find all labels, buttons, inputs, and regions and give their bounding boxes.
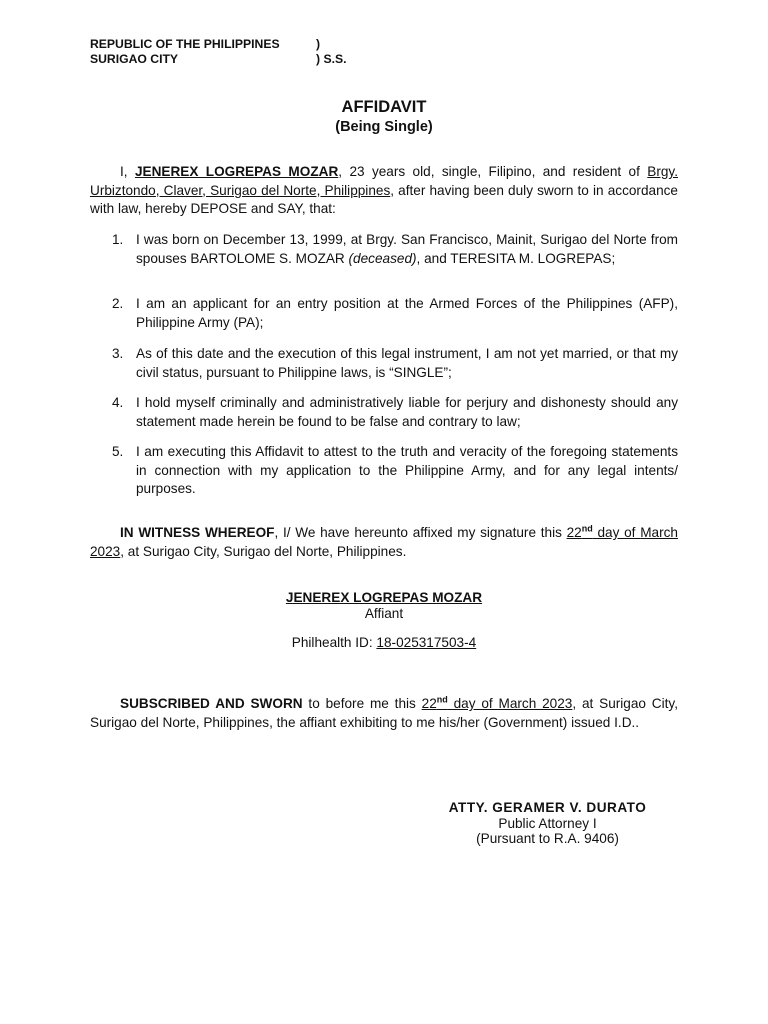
item-text: I hold myself criminally and administratively liable for perjury and dishonesty should any statement made herein be found to be false and contrary to law; bbox=[136, 395, 678, 429]
affiant-address: Brgy. Urbiztondo, Claver, Surigao del Norte, Philippines bbox=[90, 164, 678, 198]
item-text: As of this date and the execution of this legal instrument, I am not yet married, or that my civil status, pursuant to Philippine laws, is “SINGLE”; bbox=[136, 346, 678, 380]
venue-republic-text: REPUBLIC OF THE PHILIPPINES bbox=[90, 37, 280, 51]
witness-lead: IN WITNESS WHEREOF bbox=[120, 525, 275, 540]
philhealth-id-label: Philhealth ID: bbox=[291, 635, 377, 650]
attorney-name: ATTY. GERAMER V. DURATO bbox=[448, 800, 647, 815]
jurat-paragraph: SUBSCRIBED AND SWORN to before me this 22nd day of March 2023, at Surigao City, Surigao del Norte, Philippines, the affiant exhibiting to me his/her (Government) issued I.D.. bbox=[90, 694, 678, 730]
witness-date: 22nd day of March 2023 bbox=[90, 523, 678, 559]
item-number: 1. bbox=[112, 232, 124, 247]
list-item bbox=[90, 443, 678, 499]
item-text: I am an applicant for an entry position at the Armed Forces of the Philippines (AFP), Philippine Army (PA); bbox=[136, 296, 678, 330]
philhealth-id-line bbox=[0, 634, 768, 653]
item-text: I am executing this Affidavit to attest to the truth and veracity of the foregoing statements in connection with my application to the Philippine Army, and for any legal intents/ purposes. bbox=[136, 444, 678, 496]
item-number: 4. bbox=[112, 395, 124, 410]
venue-bracket: ) bbox=[316, 37, 321, 51]
witness-paragraph: IN WITNESS WHEREOF, I/ We have hereunto affixed my signature this 22nd day of March 2023, at Surigao City, Surigao del Norte, Philippines. bbox=[90, 523, 678, 559]
intro-paragraph: I, JENEREX LOGREPAS MOZAR, 23 years old, single, Filipino, and resident of Brgy. Urbiztondo, Claver, Surigao del Norte, Philippines, after having been duly sworn to in accordance with law, hereby DEPOSE and SAY, that: bbox=[90, 164, 678, 216]
item-number: 3. bbox=[112, 346, 124, 361]
attorney-basis: (Pursuant to R.A. 9406) bbox=[476, 831, 619, 846]
item-text: I was born on December 13, 1999, at Brgy. San Francisco, Mainit, Surigao del Norte from spouses BARTOLOME S. MOZAR (deceased), and TERESITA M. LOGREPAS; bbox=[136, 232, 678, 266]
document-title: AFFIDAVIT bbox=[341, 98, 427, 116]
list-item bbox=[90, 231, 678, 268]
item-number: 2. bbox=[112, 296, 124, 311]
list-item bbox=[90, 394, 678, 431]
venue-ss-mark: ) S.S. bbox=[316, 52, 347, 66]
affiant-name-inline: JENEREX LOGREPAS MOZAR bbox=[134, 164, 339, 179]
document-subtitle: (Being Single) bbox=[335, 119, 433, 135]
list-item bbox=[90, 295, 678, 332]
philhealth-id-value: 18-025317503-4 bbox=[376, 635, 477, 650]
jurat-date: 22nd day of March 2023 bbox=[421, 694, 573, 711]
list-item bbox=[90, 345, 678, 382]
affiant-role: Affiant bbox=[364, 606, 404, 621]
venue-city-text: SURIGAO CITY bbox=[90, 52, 179, 66]
item-number: 5. bbox=[112, 444, 124, 459]
jurat-lead: SUBSCRIBED AND SWORN bbox=[120, 696, 303, 711]
venue-line-city bbox=[90, 52, 347, 67]
affiant-signature-name: JENEREX LOGREPAS MOZAR bbox=[285, 590, 483, 605]
venue-line-republic bbox=[90, 37, 321, 52]
attorney-title: Public Attorney I bbox=[498, 816, 597, 831]
venue-block bbox=[90, 37, 347, 67]
